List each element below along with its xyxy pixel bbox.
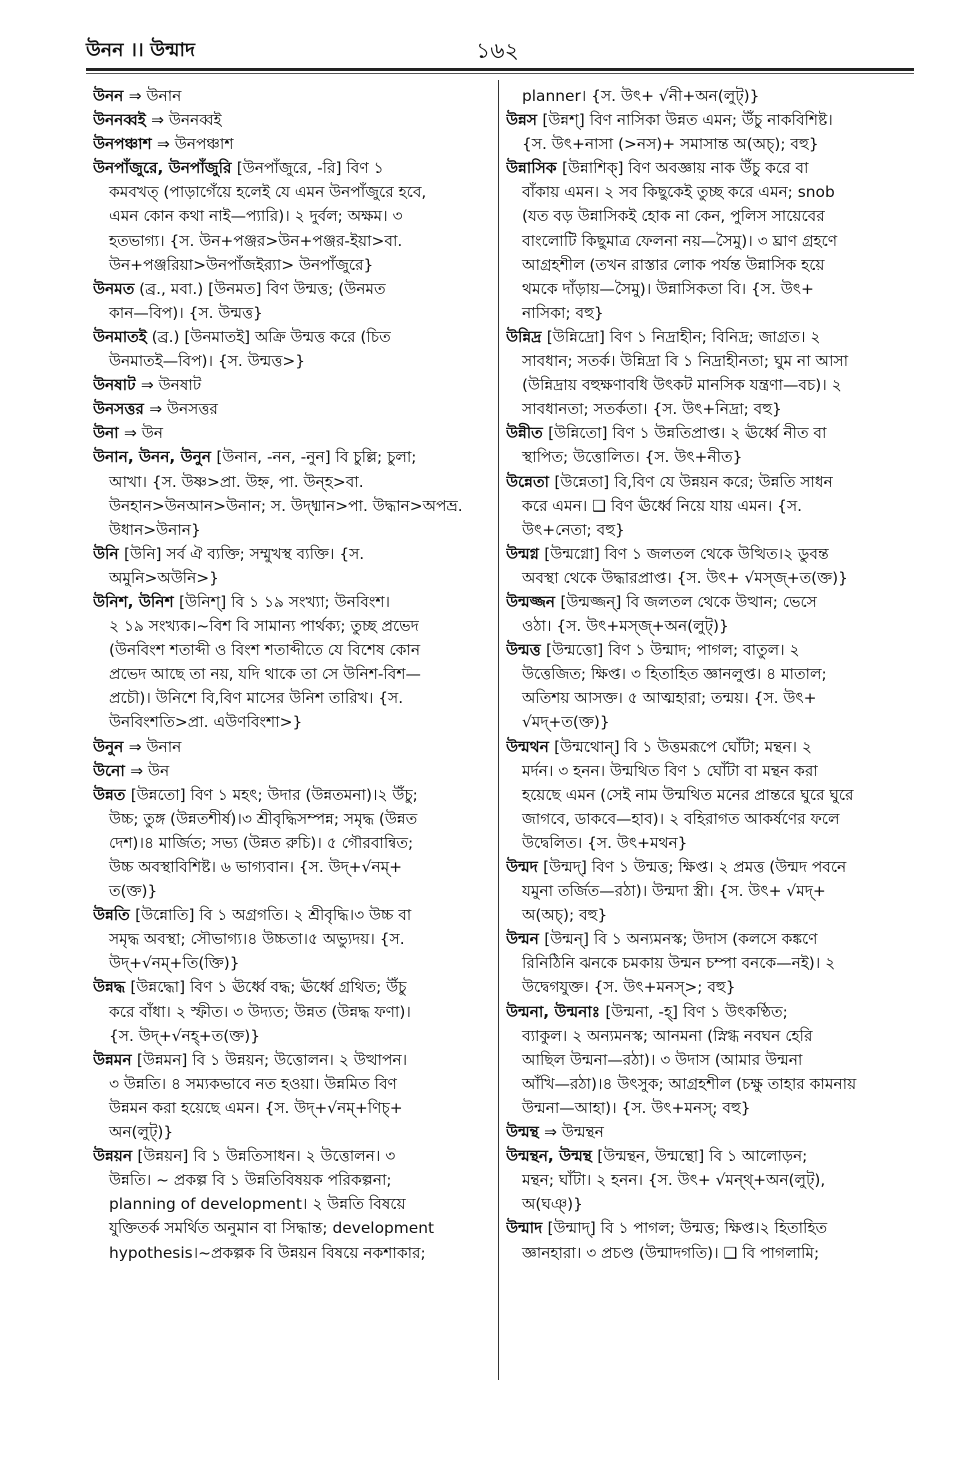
entry-continuation-line: উদ্+√নম্+তি(ক্তি)} bbox=[109, 954, 240, 973]
entry-continuation-line: অবস্থা থেকে উদ্ধারপ্রাপ্ত। {স. উৎ+ √মস্জ্+ত(ক্ত)} bbox=[522, 568, 848, 587]
headword: উন্মগ্ন bbox=[506, 544, 545, 563]
entry-text: [উন্মাদ্] বি ১ পাগল; উন্মত্ত; ক্ষিপ্ত।২ হিতাহিত bbox=[547, 1219, 828, 1238]
entry-headword-line bbox=[93, 156, 491, 180]
entry-text: ⇒ উনান bbox=[128, 87, 182, 105]
entry-text: ⇒ উননব্বই bbox=[151, 111, 222, 130]
entry-headword-line bbox=[506, 1000, 912, 1024]
entry-text: ⇒ উন্মন্থন bbox=[544, 1123, 604, 1142]
entry-continuation-line: দেশ)।৪ মার্জিত; সভ্য (উন্নত রুচি)। ৫ গৌরবান্বিত; bbox=[109, 833, 414, 852]
entry-continuation-line: এমন কোন কথা নাই—প্যারি)। ২ দুর্বল; অক্ষম। ৩ bbox=[109, 207, 403, 226]
entry-continuation-line: উন্মনা—আহা)। {স. উৎ+মনস্; বহু} bbox=[522, 1098, 751, 1117]
page-number: ১৬২ bbox=[476, 39, 519, 64]
entry-text: (ব্র., মবা.) [উনমত] বিণ উন্মত্ত; (উনমত bbox=[134, 279, 386, 298]
headword: উন্নদ্ধ bbox=[93, 978, 131, 997]
entry-continuation-line: করে এমন। ❑ বিণ ঊর্ধ্বে নিয়ে যায় এমন। {স. bbox=[522, 496, 803, 515]
entry-headword-line bbox=[93, 132, 491, 156]
entry-headword-line bbox=[93, 373, 491, 397]
entry-headword-line bbox=[506, 590, 912, 614]
entry-continuation-line: উদ্বেলিত। {স. উৎ+মথন} bbox=[522, 833, 688, 852]
entry-headword-line bbox=[506, 1144, 912, 1168]
entry-headword-line bbox=[506, 638, 912, 662]
entry-text: [উন্মজ্জন্] বি জলতল থেকে উত্থান; ভেসে bbox=[560, 592, 817, 611]
headword: উনা bbox=[93, 424, 124, 443]
entry-continuation-line: অ(অচ্); বহু} bbox=[522, 906, 608, 925]
entry-continuation-line: যুক্তিতর্ক সমর্থিত অনুমান বা সিদ্ধান্ত; development bbox=[109, 1219, 435, 1238]
entry-continuation-line: উনবিংশতি>প্রা. এউণবিংশা>} bbox=[109, 713, 303, 732]
headword: উনন bbox=[93, 87, 129, 105]
entry-text: (ব্র.) [উনমাতই] অক্রি উন্মত্ত করে (চিত bbox=[146, 327, 391, 346]
entry-headword-line bbox=[506, 470, 912, 494]
entry-text: [উনিশ্] বি ১ ১৯ সংখ্যা; উনবিংশ। bbox=[178, 592, 391, 611]
entry-headword-line bbox=[93, 783, 491, 807]
entry-continuation-line: {স. উদ্+√নহ্+ত(ক্ত)} bbox=[109, 1026, 260, 1045]
entry-headword-line bbox=[93, 759, 491, 783]
entry-headword-line bbox=[93, 542, 491, 566]
entry-headword-line bbox=[506, 542, 912, 566]
entry-headword-line bbox=[93, 1048, 491, 1072]
headword: উন্মন্থন, উন্মন্থ bbox=[506, 1147, 598, 1166]
entry-continuation-line: আগ্রহশীল (তখন রাস্তার লোক পর্যন্ত উন্নাসিক হয়ে bbox=[522, 255, 825, 274]
entry-continuation-line: জাগবে, ডাকবে—হাব)। ২ বহিরাগত আকর্ষণের ফলে bbox=[522, 809, 840, 828]
entry-headword-line bbox=[93, 397, 491, 421]
entry-text: [উন্নেতা] বি,বিণ যে উন্নয়ন করে; উন্নতি সাধন bbox=[554, 472, 833, 491]
entry-continuation-line: উনমাতই—বিপ)। {স. উন্মত্ত>} bbox=[109, 352, 306, 371]
entry-headword-line bbox=[506, 735, 912, 759]
entry-text: ⇒ উন bbox=[130, 761, 170, 780]
entry-headword-line bbox=[506, 855, 912, 879]
entry-headword-line bbox=[506, 421, 912, 445]
entry-text: ⇒ উন bbox=[124, 424, 163, 443]
headword: উনমত bbox=[93, 279, 135, 298]
entry-continuation-line: প্রচৌ)। উনিশে বি,বিণ মাসের উনিশ তারিখ। {স. bbox=[109, 689, 404, 708]
entry-continuation-line: উন্নতি। ~ প্রকল্প বি ১ উন্নতিবিষয়ক পরিকল্পনা; bbox=[109, 1171, 392, 1190]
entry-continuation-line: ৩ উন্নতি। ৪ সম্যকভাবে নত হওয়া। উন্নমিত বিণ bbox=[109, 1074, 397, 1093]
entry-headword-line bbox=[93, 84, 491, 108]
entry-continuation-line: মন্থন; ঘাঁটা। ২ হনন। {স. উৎ+ √মন্থ্+অন(লুট্), bbox=[522, 1171, 826, 1190]
entry-continuation-line: planner। {স. উৎ+ √নী+অন(লুট্)} bbox=[522, 87, 760, 105]
entry-text: [উন্নদ্ধো] বিণ ১ ঊর্ধ্বে বদ্ধ; ঊর্ধ্বে গ্রথিত; উঁচু bbox=[130, 978, 407, 997]
entry-continuation-line: (যত বড় উন্নাসিকই হোক না কেন, পুলিস সায়েবের bbox=[522, 207, 825, 226]
column-divider bbox=[498, 80, 499, 1380]
entry-continuation-line: বাংলোটি কিছুমাত্র ফেলনা নয়—সৈমু)। ৩ ঘ্রাণ গ্রহণে bbox=[522, 231, 838, 250]
headword: উন্নীত bbox=[506, 424, 549, 443]
entry-continuation-line: hypothesis।~প্রকল্পক বি উন্নয়ন বিষয়ে নকশাকার; bbox=[109, 1243, 426, 1262]
entry-text: [উনান, -নন, -নুন] বি চুল্লি; চুলা; bbox=[216, 448, 417, 467]
entry-text: [উন্মদ্] বিণ ১ উন্মত্ত; ক্ষিপ্ত। ২ প্রমত্ত (উন্মদ পবনে bbox=[543, 858, 847, 876]
headword: উনপাঁজুরে, উনপাঁজুরি bbox=[93, 159, 237, 178]
entry-headword-line bbox=[93, 735, 491, 759]
entry-continuation-line: উচ্চ; তুঙ্গ (উন্নতশীর্ষ)।৩ শ্রীবৃদ্ধিসম্পন্ন; সমৃদ্ধ (উন্নত bbox=[109, 809, 418, 828]
entry-continuation-line: planning of development। ২ উন্নতি বিষয়ে bbox=[109, 1195, 406, 1214]
entry-headword-line bbox=[93, 277, 491, 301]
entry-text: [উন্নিদ্রো] বিণ ১ নিদ্রাহীন; বিনিদ্র; জাগ্রত। ২ bbox=[546, 327, 821, 346]
entry-continuation-line: ২ ১৯ সংখ্যক।~বিশ বি সামান্য পার্থক্য; তুচ্ছ প্রভেদ bbox=[109, 617, 419, 636]
entry-continuation-line: সাবধানতা; সতর্কতা। {স. উৎ+নিদ্রা; বহু} bbox=[522, 400, 782, 419]
headword: উন্মন্থ bbox=[506, 1123, 545, 1142]
entry-headword-line bbox=[506, 156, 912, 180]
entry-text: [উন্মগ্নো] বিণ ১ জলতল থেকে উত্থিত।২ ডুবন্ত bbox=[544, 544, 829, 563]
entry-headword-line bbox=[506, 108, 912, 132]
headword: উন্মথন bbox=[506, 737, 555, 756]
entry-continuation-line: উধান>উনান} bbox=[109, 520, 201, 539]
entry-continuation-line: করে বাঁধা। ২ স্ফীত। ৩ উদ্যত; উন্নত (উন্নদ্ধ ফণা)। bbox=[109, 1002, 411, 1021]
entry-text: [উন্মন্থন, উন্মন্থো] বি ১ আলোড়ন; bbox=[597, 1147, 808, 1166]
entry-text: [উন্মন্] বি ১ অন্যমনস্ক; উদাস (কলসে কঙ্কণে bbox=[544, 930, 818, 949]
right-column bbox=[506, 84, 912, 1265]
headword: উনপঞ্চাশ bbox=[93, 135, 157, 154]
entry-continuation-line: ব্যাকুল। ২ অন্যমনস্ক; আনমনা (স্নিগ্ধ নবঘন হেরি bbox=[522, 1026, 813, 1045]
entry-continuation-line: ওঠা। {স. উৎ+মস্জ্+অন(লুট্)} bbox=[522, 617, 729, 636]
entry-text: [উন্নোতি] বি ১ অগ্রগতি। ২ শ্রীবৃদ্ধি।৩ উচ্চ বা bbox=[135, 906, 412, 925]
entry-text: ⇒ উনসত্তর bbox=[149, 400, 218, 419]
headword: উনো bbox=[93, 761, 131, 780]
headword: উন্নিদ্র bbox=[506, 327, 547, 346]
entry-headword-line bbox=[506, 325, 912, 349]
entry-continuation-line: আছিল উন্মনা—রঠা)। ৩ উদাস (আমার উন্মনা bbox=[522, 1050, 803, 1069]
entry-text: ⇒ উনপঞ্চাশ bbox=[157, 135, 234, 154]
entry-continuation-line: কান—বিপ)। {স. উন্মত্ত} bbox=[109, 303, 263, 322]
headword: উন্নত bbox=[93, 785, 131, 804]
entry-continuation-line: অতিশয় আসক্ত। ৫ আত্মহারা; তন্ময়। {স. উৎ+ bbox=[522, 689, 817, 708]
headword: উন্নাসিক bbox=[506, 159, 562, 178]
headword: উনমাতই bbox=[93, 327, 147, 346]
headword: উন্মনা, উন্মনাঃ bbox=[506, 1002, 606, 1021]
headword: উন্নমন bbox=[93, 1050, 137, 1069]
entry-continuation-line: ত(ক্ত)} bbox=[109, 882, 158, 901]
entry-continuation-line: উন+পঞ্জরিয়া>উনপাঁজইর‍্যা> উনপাঁজুরে} bbox=[109, 255, 374, 274]
entry-continuation-line: যমুনা তর্জিত—রঠা)। উন্মদা স্ত্রী। {স. উৎ+ √মদ্+ bbox=[522, 882, 826, 901]
headword: উনিশ, উনিশ bbox=[93, 592, 179, 611]
entry-text: ⇒ উনষাট bbox=[140, 376, 202, 395]
entry-headword-line bbox=[93, 903, 491, 927]
entry-continuation-line: নাসিকা; বহু} bbox=[522, 303, 604, 322]
entry-continuation-line: আঁখি—রঠা)।৪ উৎসুক; আগ্রহশীল (চক্ষু তাহার কামনায় bbox=[522, 1074, 857, 1093]
left-column bbox=[93, 84, 491, 1265]
entry-text: [উন্নতো] বিণ ১ মহৎ; উদার (উন্নতমনা)।২ উঁচু; bbox=[130, 785, 418, 804]
entry-headword-line bbox=[93, 975, 491, 999]
entry-headword-line bbox=[93, 108, 491, 132]
entry-text: [উন্মনা, -হ্] বিণ ১ উৎকণ্ঠিত; bbox=[605, 1002, 788, 1021]
entry-continuation-line: (উনবিংশ শতাব্দী ও বিংশ শতাব্দীতে যে বিশেষ কোন bbox=[109, 641, 421, 660]
entry-continuation-line: উনহান>উনআন>উনান; স. উদ্ধ্মান>পা. উদ্ধান>অপভ্র. bbox=[109, 496, 463, 515]
entry-text: [উনি] সর্ব ঐ ব্যক্তি; সম্মুখস্থ ব্যক্তি। {স. bbox=[123, 544, 365, 563]
entry-continuation-line: √মদ্+ত(ক্ত)} bbox=[522, 713, 610, 732]
running-title: উনন ।। উন্মাদ bbox=[86, 39, 195, 61]
entry-text: [উন্নয়ন] বি ১ উন্নতিসাধন। ২ উত্তোলন। ৩ bbox=[137, 1147, 396, 1166]
entry-continuation-line: কমবখত্ (পাড়াগেঁয়ে হলেই যে এমন উনপাঁজুরে হবে, bbox=[109, 183, 427, 202]
entry-continuation-line: স্থাপিত; উত্তোলিত। {স. উৎ+নীত} bbox=[522, 448, 743, 467]
entry-continuation-line: অমুনি>অউনি>} bbox=[109, 568, 219, 587]
entry-continuation-line: {স. উৎ+নাসা (>নস)+ সমাসান্ত অ(অচ্); বহু} bbox=[522, 135, 819, 154]
headword: উনসত্তর bbox=[93, 400, 150, 419]
entry-headword-line bbox=[506, 1216, 912, 1240]
entry-continuation-line: রিনিঠিনি ঝনকে চমকায় উন্মন চম্পা বনকে—নই)। ২ bbox=[522, 954, 836, 973]
entry-continuation-line: হতভাগ্য। {স. উন+পঞ্জর>উন+পঞ্জর-ইয়া>বা. bbox=[109, 231, 403, 250]
entry-continuation-line: উচ্চ অবস্থাবিশিষ্ট। ৬ ভাগ্যবান। {স. উদ্+√নম্+ bbox=[109, 858, 403, 876]
entry-continuation-line: বাঁকায় এমন। ২ সব কিছুকেই তুচ্ছ করে এমন; snob bbox=[522, 183, 835, 202]
header-rule-thin bbox=[86, 73, 914, 74]
entry-continuation-line: হয়েছে এমন (সেই নাম উন্মথিত মনের প্রান্তরে ঘুরে ঘুরে bbox=[522, 785, 854, 804]
headword: উন্মত্ত bbox=[506, 641, 547, 660]
entry-continuation-line: অ(ঘঞ্)} bbox=[522, 1195, 583, 1214]
entry-continuation-line: উন্নমন করা হয়েছে এমন। {স. উদ্+√নম্+ণিচ্+ bbox=[109, 1098, 403, 1117]
entry-continuation-line: অন(লুট্)} bbox=[109, 1123, 174, 1142]
entry-headword-line bbox=[93, 1144, 491, 1168]
entry-continuation-line: (উন্নিদ্রায় বহুক্ষণাবধি উৎকট মানসিক যন্ত্রণা—বচ)। ২ bbox=[522, 376, 842, 395]
entry-continuation-line: সাবধান; সতর্ক। উন্নিদ্রা বি ১ নিদ্রাহীনতা; ঘুম না আসা bbox=[522, 352, 849, 371]
headword: উন্মদ bbox=[506, 858, 544, 876]
headword: উনষাট bbox=[93, 376, 141, 395]
headword: উন্নেতা bbox=[506, 472, 555, 491]
entry-continuation-line: সমৃদ্ধ অবস্থা; সৌভাগ্য।৪ উচ্চতা।৫ অভ্যুদয়। {স. bbox=[109, 930, 405, 949]
entry-text: [উন্মত্তো] বিণ ১ উন্মাদ; পাগল; বাতুল। ২ bbox=[546, 641, 800, 660]
headword: উন্নয়ন bbox=[93, 1147, 138, 1166]
headword: উন্নতি bbox=[93, 906, 136, 925]
entry-text: [উন্নিতো] বিণ ১ উন্নতিপ্রাপ্ত। ২ ঊর্ধ্বে নীত বা bbox=[548, 424, 827, 443]
entry-headword-line bbox=[506, 1120, 912, 1144]
entry-text: [উন্নমন] বি ১ উন্নয়ন; উত্তোলন। ২ উত্থাপন। bbox=[136, 1050, 408, 1069]
entry-continuation-line: উৎ+নেতা; বহু} bbox=[522, 520, 625, 539]
entry-headword-line bbox=[93, 325, 491, 349]
headword: উনান, উনন, উনুন bbox=[93, 448, 217, 467]
entry-text: [উন্মথোন্] বি ১ উত্তমরূপে ঘোঁটা; মন্থন। ২ bbox=[554, 737, 812, 756]
entry-continuation-line: মর্দন। ৩ হনন। উন্মথিত বিণ ১ ঘোঁটা বা মন্থন করা bbox=[522, 761, 818, 780]
headword: উননব্বই bbox=[93, 111, 152, 130]
entry-headword-line bbox=[506, 927, 912, 951]
entry-continuation-line: উদ্বেগযুক্ত। {স. উৎ+মনস্>; বহু} bbox=[522, 978, 736, 997]
headword: উনুন bbox=[93, 737, 129, 756]
entry-text: ⇒ উনান bbox=[128, 737, 182, 756]
entry-continuation-line: জ্ঞানহারা। ৩ প্রচণ্ড (উন্মাদগতি)। ❑ বি পাগলামি; bbox=[522, 1243, 820, 1262]
entry-text: [উন্নাশিক্] বিণ অবজ্ঞায় নাক উঁচু করে বা bbox=[561, 159, 809, 178]
entry-text: [উনপাঁজুরে, -রি] বিণ ১ bbox=[236, 159, 384, 178]
headword: উনি bbox=[93, 544, 124, 563]
entry-continuation-line: প্রভেদ আছে তা নয়, যদি থাকে তা সে উনিশ-বিশ— bbox=[109, 665, 421, 684]
header-rule bbox=[86, 68, 914, 71]
headword: উন্মাদ bbox=[506, 1219, 548, 1238]
running-header bbox=[86, 36, 914, 64]
entry-continuation-line: উত্তেজিত; ক্ষিপ্ত। ৩ হিতাহিত জ্ঞানলুপ্ত। ৪ মাতাল; bbox=[522, 665, 827, 684]
entry-continuation-line: আখা। {স. উষ্ণ>প্রা. উহ্ন, পা. উন্হ>বা. bbox=[109, 472, 364, 491]
headword: উন্মন bbox=[506, 930, 545, 949]
entry-text: [উন্নশ্] বিণ নাসিকা উন্নত এমন; উঁচু নাকবিশিষ্ট। bbox=[542, 111, 833, 130]
headword: উন্নস bbox=[506, 111, 543, 130]
entry-headword-line bbox=[93, 590, 491, 614]
entry-headword-line bbox=[93, 445, 491, 469]
entry-continuation-line: থমকে দাঁড়ায়—সৈমু)। উন্নাসিকতা বি। {স. উৎ+ bbox=[522, 279, 814, 298]
entry-headword-line bbox=[93, 421, 491, 445]
headword: উন্মজ্জন bbox=[506, 592, 561, 611]
